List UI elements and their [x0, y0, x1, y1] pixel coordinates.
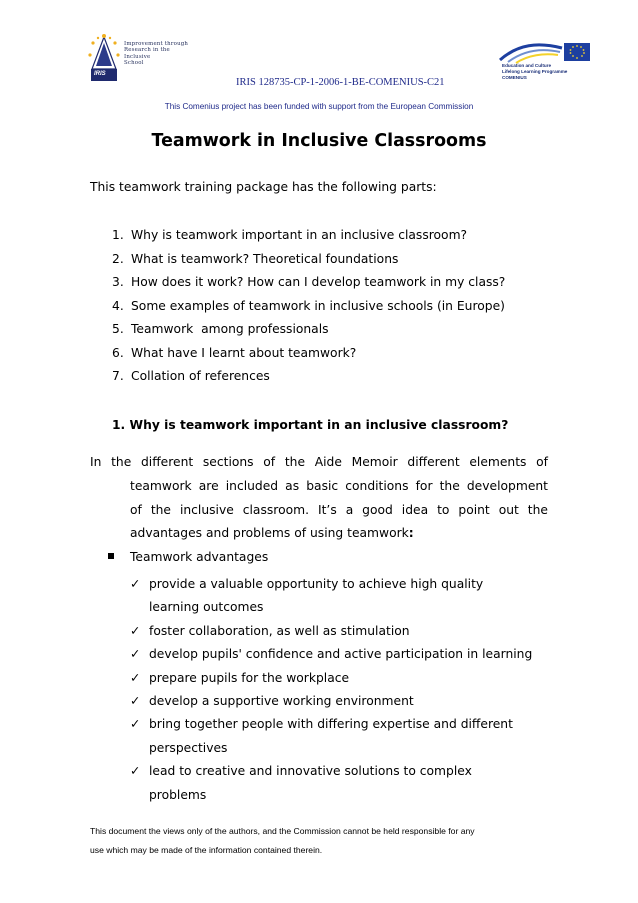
- eu-logo-line: Lifelong Learning Programme: [502, 69, 568, 74]
- parts-list-item: [112, 275, 505, 299]
- checklist-item: [130, 690, 532, 713]
- iris-logo-text: [124, 41, 188, 67]
- list-item-text: Collation of references: [131, 369, 270, 383]
- document-title: Teamwork in Inclusive Classrooms: [151, 131, 487, 151]
- checklist-item-text: foster collaboration, as well as stimulation: [149, 623, 410, 638]
- checklist-item: [130, 643, 532, 666]
- checklist-item-text: learning outcomes: [149, 600, 264, 615]
- list-item-text: What have I learnt about teamwork?: [131, 345, 357, 360]
- eu-logo-line: Education and Culture: [502, 63, 552, 68]
- list-item-text: How does it work? How can I develop teamwork in my class?: [131, 275, 506, 289]
- paragraph-line: [130, 526, 548, 540]
- list-item-text: Teamwork among professionals: [131, 322, 329, 336]
- list-number: 1.: [112, 228, 124, 242]
- parts-list-item: [112, 252, 505, 276]
- list-number: 2.: [112, 251, 124, 266]
- parts-list-item: [112, 322, 505, 346]
- iris-logo: [88, 33, 230, 93]
- lifelong-learning-logo: [498, 42, 594, 92]
- intro-sentence: This teamwork training package has the following parts:: [90, 180, 437, 194]
- list-item-text: Some examples of teamwork in inclusive schools (in Europe): [131, 298, 505, 313]
- checklist-item-text: problems: [149, 787, 207, 802]
- list-number: 7.: [112, 369, 124, 383]
- bullet-heading: Teamwork advantages: [130, 550, 269, 564]
- checklist-item-text: perspectives: [149, 740, 228, 755]
- checklist-item-text: develop a supportive working environment: [149, 694, 414, 709]
- eu-flag-logo-graphic: [498, 42, 594, 64]
- checklist-item-text: develop pupils' confidence and active participation in learning: [149, 647, 533, 662]
- list-number: 6.: [112, 345, 124, 360]
- square-bullet-icon: [108, 553, 114, 559]
- list-number: 4.: [112, 298, 124, 313]
- parts-list-item: [112, 369, 505, 393]
- disclaimer-line: use which may be made of the information contained therein.: [90, 845, 323, 855]
- checklist-item-text: bring together people with differing expertise and different: [149, 717, 513, 732]
- list-number: 5.: [112, 322, 124, 336]
- checkmark-icon: ✓: [130, 764, 141, 779]
- eu-logo-line: COMENIUS: [502, 75, 527, 80]
- project-reference-code: IRIS 128735-CP-1-2006-1-BE-COMENIUS-C21: [236, 77, 445, 88]
- checkmark-icon: ✓: [130, 577, 141, 591]
- section-heading: 1. Why is teamwork important in an inclusive classroom?: [112, 418, 509, 432]
- iris-logo-word: IRIS: [94, 71, 106, 77]
- parts-list-item: [112, 299, 505, 323]
- checklist-item-text: provide a valuable opportunity to achieve high quality: [149, 577, 484, 591]
- checkmark-icon: ✓: [130, 647, 141, 662]
- checklist-item-text: lead to creative and innovative solutions to complex: [149, 764, 472, 779]
- funding-notice: This Comenius project has been funded with support from the European Commission: [164, 102, 474, 111]
- checklist-item: [130, 760, 532, 807]
- list-item-text: What is teamwork? Theoretical foundations: [131, 251, 399, 266]
- parts-list: [112, 228, 505, 393]
- checkmark-icon: ✓: [130, 717, 141, 732]
- paragraph-line: teamwork are included as basic conditions for the development: [130, 479, 548, 493]
- paragraph-line: of the inclusive classroom. It’s a good idea to point out the: [130, 503, 548, 517]
- advantages-bullet: [108, 550, 268, 564]
- disclaimer-footer: [90, 822, 475, 860]
- checkmark-icon: ✓: [130, 694, 141, 709]
- iris-logo-line: Inclusive: [124, 53, 151, 60]
- checklist-item: [130, 573, 532, 620]
- iris-logo-line: School: [124, 60, 144, 67]
- checklist-item: [130, 620, 532, 643]
- checklist-item-text: prepare pupils for the workplace: [149, 670, 350, 685]
- paragraph-line: In the different sections of the Aide Memoir different elements of: [90, 455, 548, 469]
- lifelong-learning-logo-text: [502, 63, 567, 81]
- list-item-text: Why is teamwork important in an inclusive classroom?: [131, 228, 468, 242]
- checkmark-icon: ✓: [130, 670, 141, 685]
- checkmark-icon: ✓: [130, 623, 141, 638]
- parts-list-item: [112, 346, 505, 370]
- disclaimer-line: This document the views only of the authors, and the Commission cannot be held responsible for any: [90, 826, 475, 836]
- iris-logo-line: Research in the: [124, 47, 170, 54]
- paragraph-colon: :: [408, 526, 414, 540]
- checklist-item: [130, 713, 532, 760]
- checklist-item: [130, 667, 532, 690]
- iris-logo-line: Improvement through: [124, 41, 189, 47]
- paragraph-line-text: advantages and problems of using teamwork: [130, 526, 409, 540]
- parts-list-item: [112, 228, 505, 252]
- advantages-checklist: [130, 573, 532, 807]
- list-number: 3.: [112, 275, 124, 289]
